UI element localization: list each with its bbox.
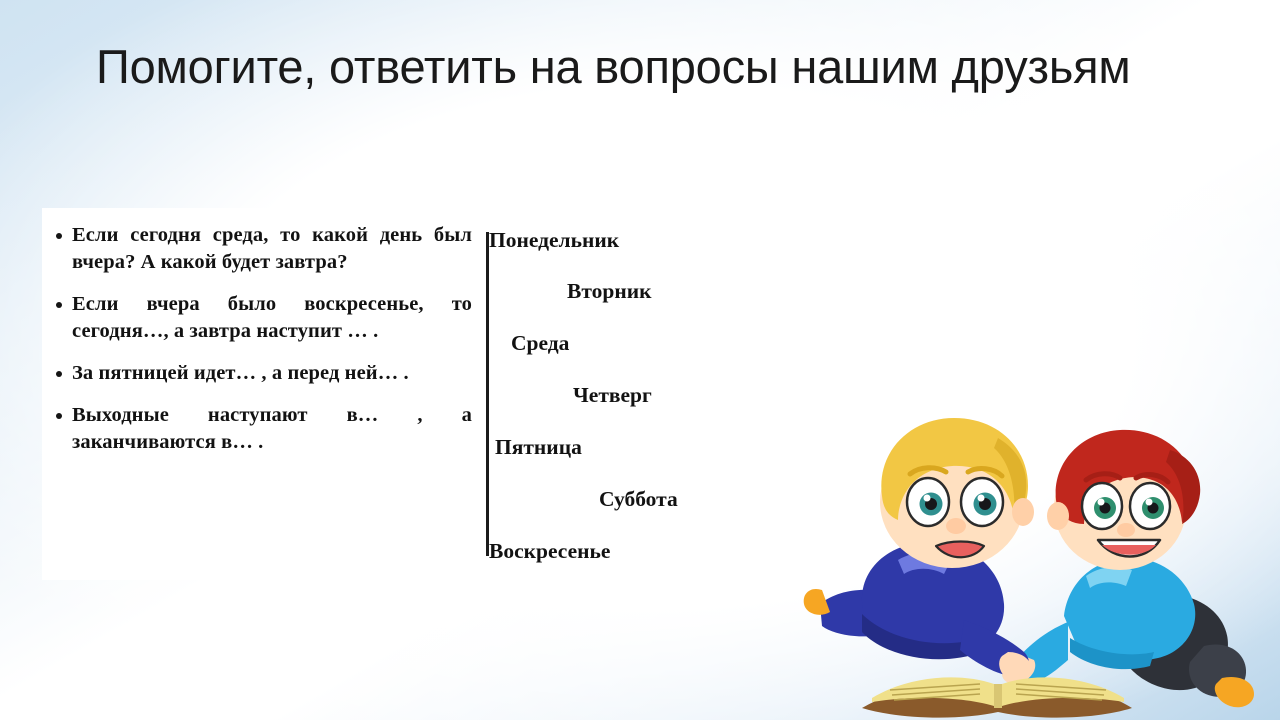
questions-column (56, 222, 486, 570)
day-name: Пятница (495, 435, 582, 459)
bullet-icon (56, 302, 72, 308)
boy-right (1002, 430, 1254, 707)
worksheet-image (42, 208, 770, 580)
day-name: Воскресенье (489, 539, 611, 563)
open-book (862, 677, 1132, 717)
day-name: Суббота (599, 487, 678, 511)
day-name: Вторник (567, 279, 652, 303)
day-name: Понедельник (489, 228, 620, 252)
bullet-icon (56, 371, 72, 377)
bullet-icon (56, 233, 72, 239)
question-text: Если сегодня среда, то какой день был вчера? А какой будет завтра? (72, 224, 472, 274)
page-title: Помогите, ответить на вопросы нашим друзьям (96, 40, 1131, 93)
list-item (56, 291, 472, 345)
question-text: Выходные наступают в… , а заканчиваются в… . (72, 404, 472, 454)
day-name: Четверг (573, 383, 652, 407)
list-item (56, 222, 472, 276)
bullet-icon (56, 413, 72, 419)
list-item (56, 360, 472, 387)
question-text: За пятницей идет… , а перед ней… . (72, 362, 409, 385)
illustration-two-boys-reading (802, 390, 1272, 720)
list-item (56, 402, 472, 456)
boy-left (804, 418, 1034, 682)
day-name: Среда (511, 331, 570, 355)
question-text: Если вчера было воскресенье, то сегодня…, а завтра наступит … . (72, 293, 472, 343)
days-column (489, 222, 760, 570)
